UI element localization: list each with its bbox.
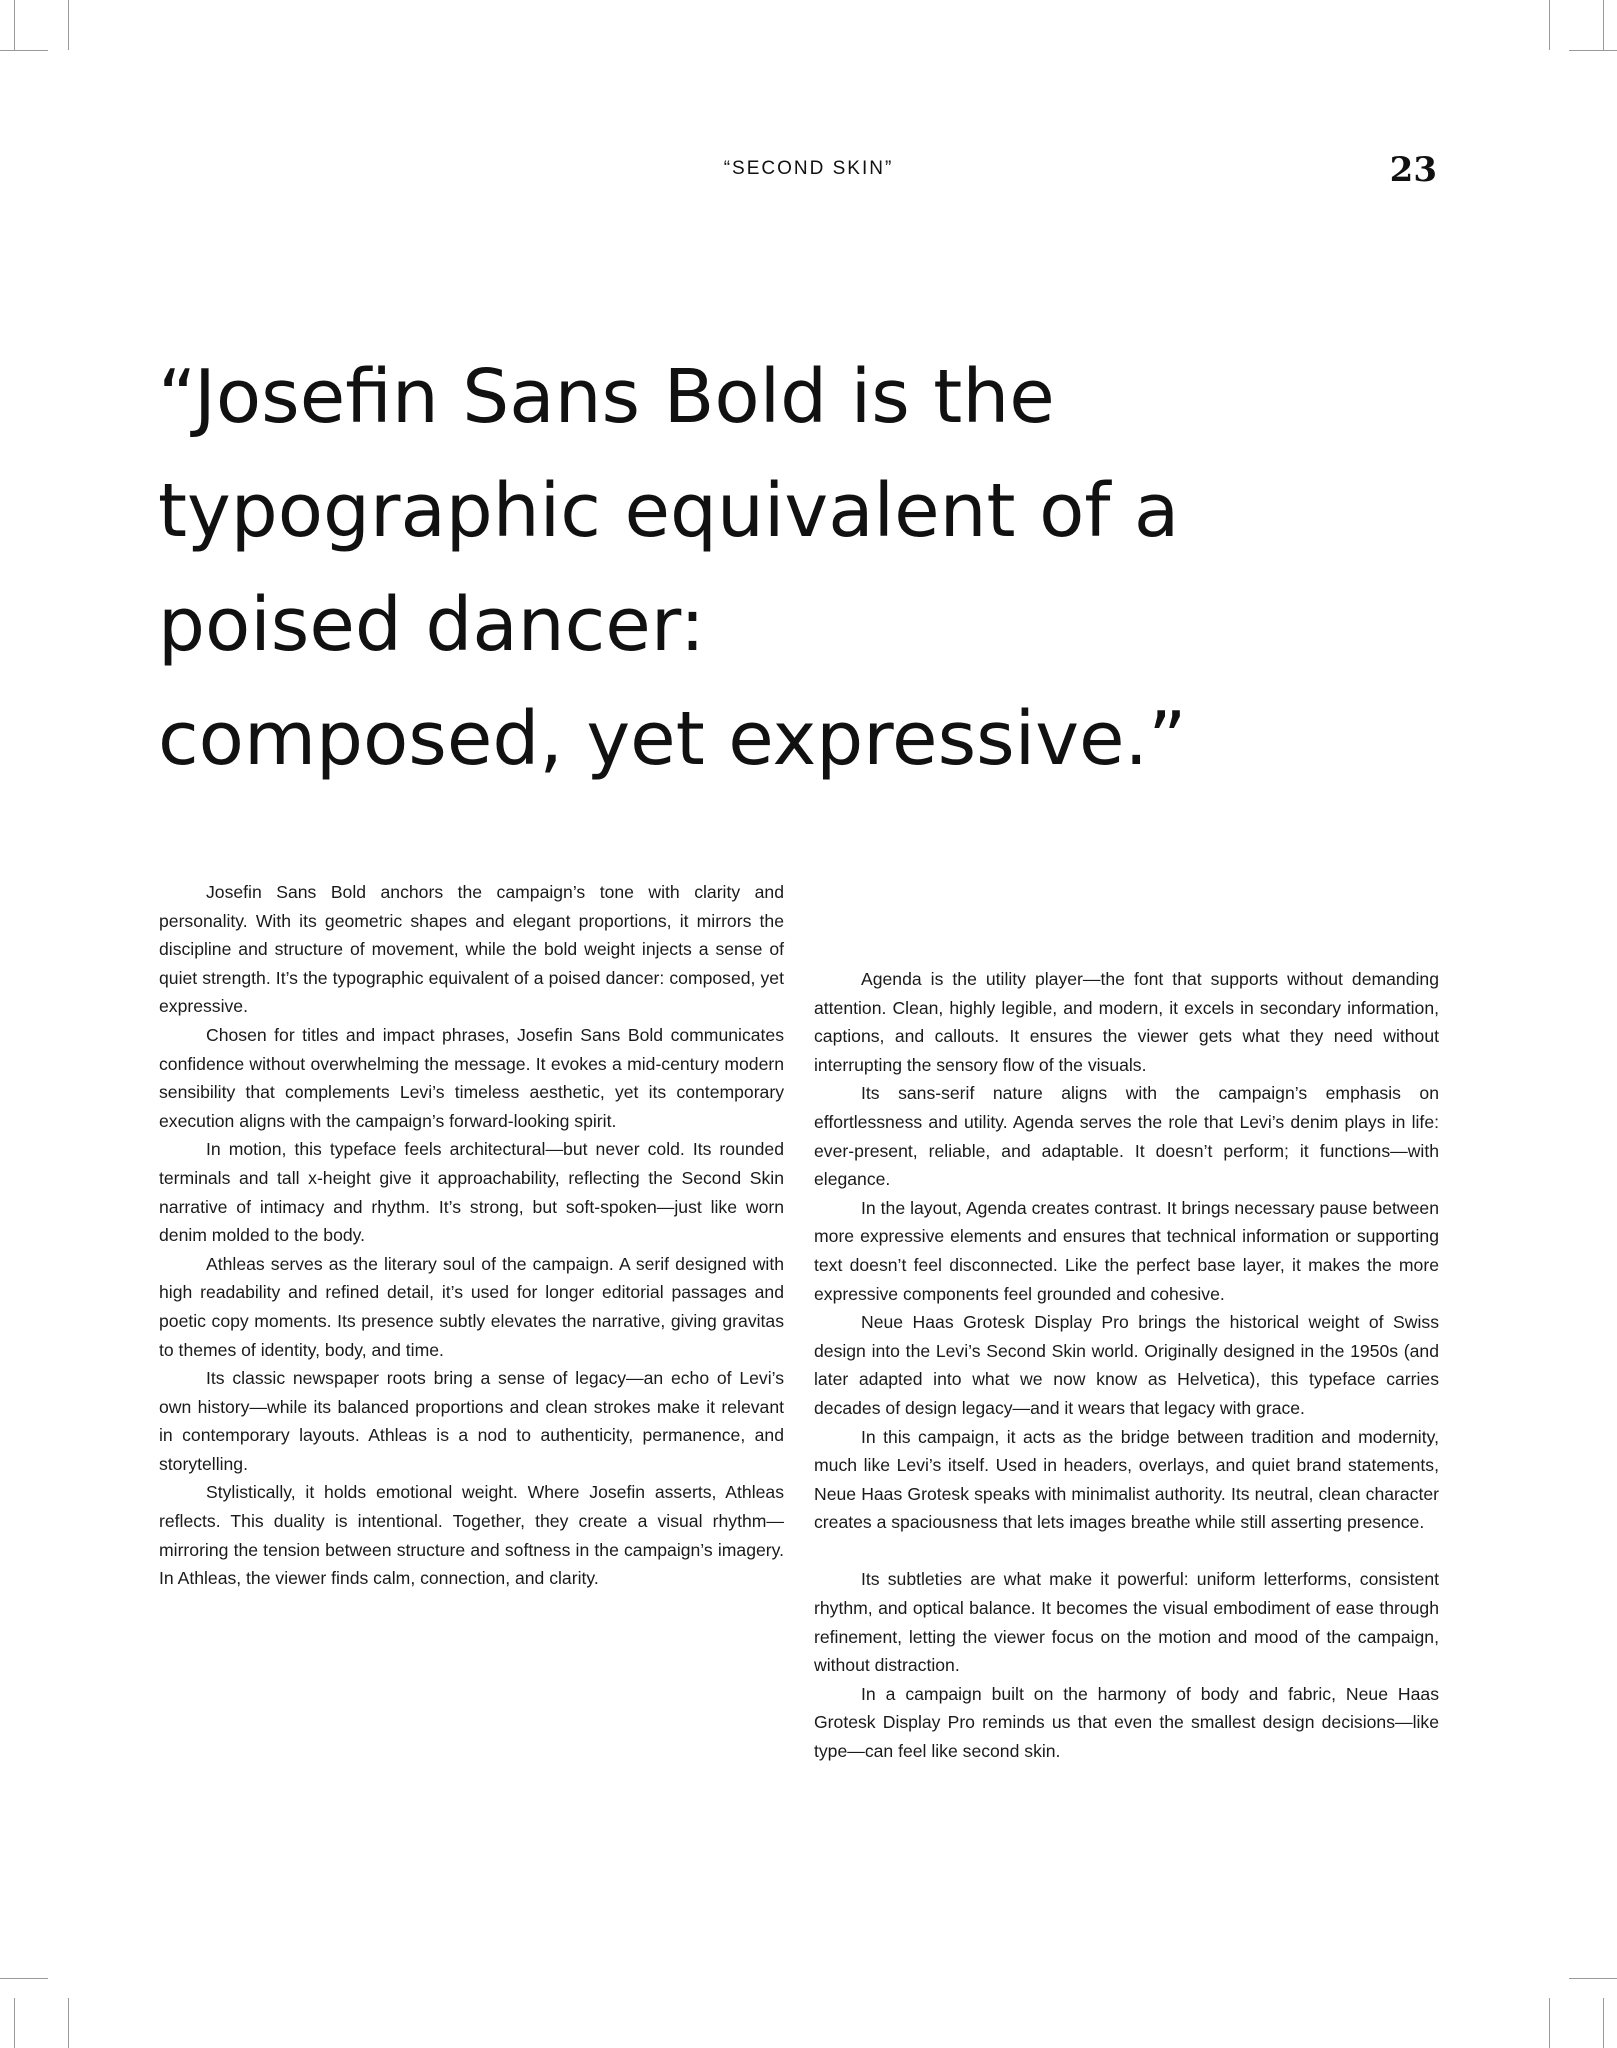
body-paragraph: In this campaign, it acts as the bridge between tradition and modernity, much like Levi’s itself. Used in headers, overlays, and quiet brand statements, Neue Haas Grotesk speaks with minimalist authority. Its neutral, clean character creates a spaciousness that lets images breathe while still asserting presence.	[814, 1426, 1439, 1533]
body-paragraph: Josefin Sans Bold anchors the campaign’s tone with clarity and personality. With its geometric shapes and elegant proportions, it mirrors the discipline and structure of movement, while the bold weight injects a sense of quiet strength. It’s the typographic equivalent of a poised dancer: composed, yet expressive.	[159, 882, 784, 1017]
crop-mark	[14, 0, 15, 50]
crop-mark	[0, 50, 48, 51]
body-paragraph: Athleas serves as the literary soul of the campaign. A serif designed with high readability and refined detail, it’s used for longer editorial passages and poetic copy moments. Its presence subtly elevates the narrative, giving gravitas to themes of identity, body, and time.	[159, 1253, 784, 1360]
body-paragraph: Agenda is the utility player—the font that supports without demanding attention. Clean, highly legible, and modern, it excels in secondary information, captions, and callouts. It ensures the viewer gets what they need without interrupting the sensory flow of the visuals.	[814, 969, 1439, 1075]
page-number: 23	[1389, 150, 1437, 190]
crop-mark	[1549, 0, 1550, 50]
pull-quote	[158, 340, 1458, 796]
crop-mark	[1569, 1978, 1617, 1979]
pull-quote-line: “Josefin Sans Bold is the	[158, 354, 1055, 440]
crop-mark	[1603, 1998, 1604, 2048]
crop-mark	[1549, 1998, 1550, 2048]
body-paragraph: In a campaign built on the harmony of body and fabric, Neue Haas Grotesk Display Pro reminds us that even the smallest design decisions—like type—can feel like second skin.	[814, 1683, 1439, 1762]
crop-mark	[68, 0, 69, 50]
crop-mark	[1569, 50, 1617, 51]
body-column-left	[159, 878, 784, 1593]
body-paragraph: In the layout, Agenda creates contrast. It brings necessary pause between more expressive elements and ensures that technical information or supporting text doesn’t feel disconnected. Like the perfect base layer, it makes the more expressive components feel grounded and cohesive.	[814, 1197, 1439, 1304]
body-paragraph: Neue Haas Grotesk Display Pro brings the historical weight of Swiss design into the Levi’s Second Skin world. Originally designed in the 1950s (and later adapted into what we now know as Helvetica), this typeface carries decades of design legacy—and it wears that legacy with grace.	[814, 1312, 1439, 1418]
crop-mark	[68, 1998, 69, 2048]
body-column-right	[814, 965, 1439, 1766]
crop-mark	[14, 1998, 15, 2048]
pull-quote-line: poised dancer:	[158, 582, 705, 668]
crop-mark	[0, 1978, 48, 1979]
crop-mark	[1603, 0, 1604, 50]
body-paragraph: Its classic newspaper roots bring a sense of legacy—an echo of Levi’s own history—while its balanced proportions and clean strokes make it relevant in contemporary layouts. Athleas is a nod to authenticity, permanence, and storytelling.	[159, 1368, 784, 1474]
running-head: “SECOND SKIN”	[723, 158, 894, 179]
pull-quote-line: composed, yet expressive.”	[158, 696, 1187, 782]
body-paragraph: Stylistically, it holds emotional weight. Where Josefin asserts, Athleas reflects. This duality is intentional. Together, they create a visual rhythm—mirroring the tension between structure and softness in the campaign’s imagery. In Athleas, the viewer finds calm, connection, and clarity.	[159, 1482, 784, 1589]
pull-quote-line: typographic equivalent of a	[158, 468, 1180, 554]
body-paragraph: Chosen for titles and impact phrases, Josefin Sans Bold communicates confidence without overwhelming the message. It evokes a mid-century modern sensibility that complements Levi’s timeless aesthetic, yet its contemporary execution aligns with the campaign’s forward-looking spirit.	[159, 1024, 784, 1131]
body-paragraph: Its subtleties are what make it powerful: uniform letterforms, consistent rhythm, and optical balance. It becomes the visual embodiment of ease through refinement, letting the viewer focus on the motion and mood of the campaign, without distraction.	[814, 1569, 1439, 1676]
body-paragraph: In motion, this typeface feels architectural—but never cold. Its rounded terminals and tall x-height give it approachability, reflecting the Second Skin narrative of intimacy and rhythm. It’s strong, but soft-spoken—just like worn denim molded to the body.	[159, 1139, 784, 1246]
body-paragraph: Its sans-serif nature aligns with the campaign’s emphasis on effortlessness and utility. Agenda serves the role that Levi’s denim plays in life: ever-present, reliable, and adaptable. It doesn’t perform; it functions—with elegance.	[814, 1083, 1439, 1190]
